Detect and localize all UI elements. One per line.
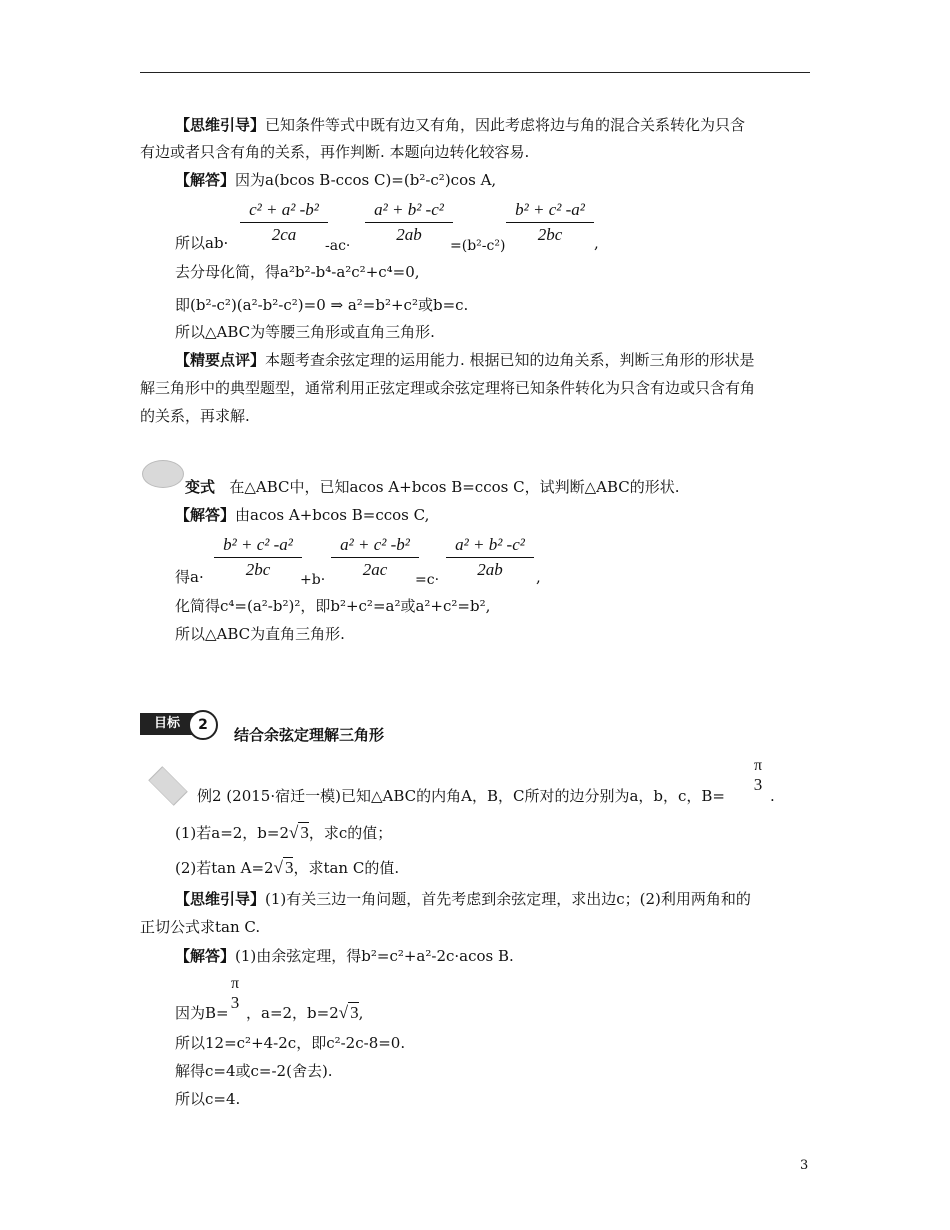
because-three: 3 — [230, 993, 240, 1012]
example-three: 3 — [753, 775, 763, 794]
comment-text-3: 的关系，再求解. — [140, 407, 250, 425]
guide-text-2: 有边或者只含有角的关系，再作判断. 本题向边转化较容易. — [140, 143, 530, 161]
de-a: 得a· — [175, 568, 204, 586]
solve-line: 解得c=4或c=-2(舍去). — [175, 1062, 333, 1080]
goal-badge-number: 2 — [198, 717, 208, 733]
question-1-tail: ，求c的值； — [308, 824, 393, 842]
variant-fraction-3-numerator: a² + b² -c² — [455, 535, 525, 554]
variant-fraction-1 — [214, 535, 302, 580]
simplify-line: 去分母化简，得a²b²-b⁴-a²c²+c⁴=0, — [175, 263, 420, 281]
question-2-text: (2)若tan A=2 — [175, 859, 274, 877]
sqrt-3-radicand: 3 — [300, 823, 309, 842]
variant-fraction-2-numerator: a² + c² -b² — [340, 535, 410, 554]
sqrt-3: √ 3 — [289, 823, 309, 842]
question-2-tail: ，求tan C的值. — [293, 859, 400, 877]
variant-label: 变式 — [185, 478, 216, 496]
because-line-tail — [246, 1003, 363, 1023]
fraction-2-denominator: 2ab — [396, 225, 422, 244]
variant-comma: , — [536, 568, 541, 586]
ji-line: 即(b²-c²)(a²-b²-c²)=0 ⇒ a²=b²+c²或b=c. — [175, 296, 469, 314]
header-rule — [140, 72, 810, 73]
answer-label: 【解答】 — [175, 171, 236, 189]
eq-c: =c· — [415, 572, 440, 588]
guide-paragraph — [175, 115, 745, 135]
comment-text: 本题考查余弦定理的运用能力. 根据已知的边角关系，判断三角形的形状是 — [265, 351, 755, 369]
variant-marker-icon — [142, 460, 184, 488]
because-pi-over-3 — [225, 975, 245, 1013]
sqrt-3-radicand: 3 — [350, 1003, 359, 1022]
because-line — [175, 1003, 229, 1023]
so-line-1: 所以12=c²+4-2c，即c²-2c-8=0. — [175, 1034, 406, 1052]
variant-paragraph — [185, 477, 680, 497]
example-answer — [175, 946, 514, 966]
example-pi: π — [753, 757, 763, 774]
fraction-1-denominator: 2ca — [271, 225, 297, 244]
fraction-1-numerator: c² + a² -b² — [249, 200, 319, 219]
conclusion-line: 所以△ABC为等腰三角形或直角三角形. — [175, 323, 435, 341]
guide-text: 已知条件等式中既有边又有角，因此考虑将边与角的混合关系转化为只含 — [265, 116, 746, 134]
question-1 — [175, 823, 392, 843]
example-answer-text: (1)由余弦定理，得b²=c²+a²-2c·acos B. — [235, 947, 514, 965]
example-text: 例2 (2015·宿迁一模)已知△ABC的内角A，B，C所对的边分别为a，b，c，B= — [197, 787, 725, 805]
comma-1: , — [594, 234, 599, 252]
fraction-3-denominator: 2bc — [537, 225, 563, 244]
variant-conclusion-line: 所以△ABC为直角三角形. — [175, 625, 345, 643]
question-1-text: (1)若a=2，b=2 — [175, 824, 290, 842]
goal-badge — [140, 710, 216, 738]
because-text: 因为B= — [175, 1004, 229, 1022]
example-guide-label: 【思维引导】 — [175, 890, 266, 908]
goal-badge-label: 目标 — [140, 713, 194, 735]
eq-b2c2: =(b²-c²) — [450, 238, 506, 254]
because-pi: π — [230, 975, 240, 992]
example-guide-text: (1)有关三边一角问题，首先考虑到余弦定理，求出边c；(2)利用两角和的 — [265, 890, 751, 908]
example-pi-over-3 — [748, 757, 768, 795]
so-ab: 所以ab· — [175, 234, 229, 252]
example-guide — [175, 889, 751, 909]
sqrt-3: √ 3 — [273, 858, 294, 877]
because-comma: , — [358, 1004, 364, 1022]
variant-fraction-2 — [331, 535, 419, 580]
variant-answer — [175, 505, 429, 525]
example-marker-icon — [148, 766, 187, 805]
comment-text-2: 解三角形中的典型题型，通常利用正弦定理或余弦定理将已知条件转化为只含有边或只含有角 — [140, 379, 756, 397]
fraction-3 — [506, 200, 594, 245]
variant-text: 在△ABC中，已知acos A+bcos B=ccos C，试判断△ABC的形状. — [229, 478, 680, 496]
fraction-2-numerator: a² + b² -c² — [374, 200, 444, 219]
variant-fraction-2-denominator: 2ac — [362, 560, 388, 579]
fraction-2 — [365, 200, 453, 245]
guide-label: 【思维引导】 — [175, 116, 266, 134]
so-line-2: 所以c=4. — [175, 1090, 241, 1108]
goal-title: 结合余弦定理解三角形 — [234, 726, 385, 744]
fraction-3-numerator: b² + c² -a² — [515, 200, 585, 219]
sqrt-3-radicand: 3 — [284, 858, 294, 877]
page-number: 3 — [800, 1158, 809, 1173]
example-answer-label: 【解答】 — [175, 947, 236, 965]
variant-fraction-1-numerator: b² + c² -a² — [223, 535, 293, 554]
variant-fraction-1-denominator: 2bc — [245, 560, 271, 579]
plus-b: +b· — [300, 572, 326, 588]
variant-answer-label: 【解答】 — [175, 506, 236, 524]
because-text-2: ，a=2，b=2 — [246, 1004, 339, 1022]
comment-paragraph — [175, 350, 755, 370]
variant-fraction-3 — [446, 535, 534, 580]
variant-answer-text: 由acos A+bcos B=ccos C, — [235, 506, 430, 524]
fraction-1 — [240, 200, 328, 245]
comment-label: 【精要点评】 — [175, 351, 266, 369]
answer-text: 因为a(bcos B-ccos C)=(b²-c²)cos A, — [235, 171, 497, 189]
answer-paragraph — [175, 170, 496, 190]
example-period: . — [770, 787, 775, 805]
variant-fraction-3-denominator: 2ab — [477, 560, 503, 579]
sqrt-3: √ 3 — [338, 1003, 359, 1022]
question-2 — [175, 858, 399, 878]
example-guide-2: 正切公式求tan C. — [140, 918, 261, 936]
minus-ac: -ac· — [325, 238, 351, 254]
goal-badge-number-icon — [182, 704, 224, 746]
variant-simplify-line: 化简得c⁴=(a²-b²)²，即b²+c²=a²或a²+c²=b², — [175, 597, 491, 615]
